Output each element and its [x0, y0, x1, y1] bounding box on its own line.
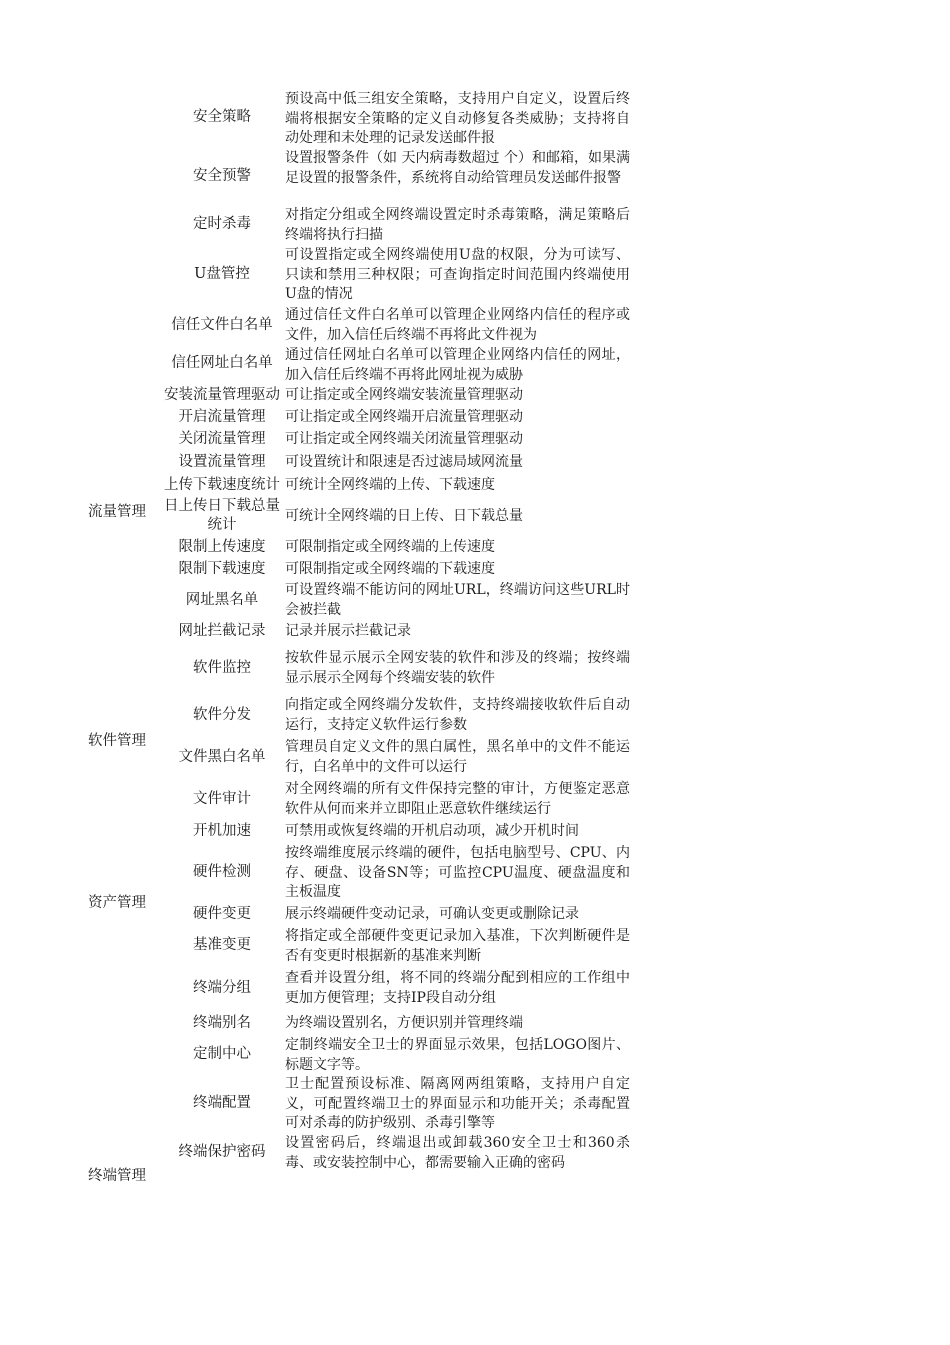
feature-description: 通过信任文件白名单可以管理企业网络内信任的程序或文件，加入信任后终端不再将此文件视为: [285, 307, 630, 343]
feature-name: 限制上传速度: [178, 539, 266, 555]
feature-name: 终端保护密码: [178, 1144, 266, 1160]
feature-name: 软件监控: [193, 660, 251, 676]
feature-description: 对指定分组或全网终端设置定时杀毒策略，满足策略后终端将执行扫描: [285, 207, 630, 243]
feature-description: 定制终端安全卫士的界面显示效果，包括LOGO图片、标题文字等。: [285, 1037, 630, 1073]
feature-description: 可设置指定或全网终端使用U盘的权限，分为可读写、只读和禁用三种权限；可查询指定时间范围内终端使用U盘的情况: [285, 247, 630, 303]
feature-description: 可禁用或恢复终端的开机启动项，减少开机时间: [285, 823, 579, 839]
feature-description: 将指定或全部硬件变更记录加入基准，下次判断硬件是否有变更时根据新的基准来判断: [285, 928, 630, 964]
feature-description: 向指定或全网终端分发软件，支持终端接收软件后自动运行，支持定义软件运行参数: [285, 697, 630, 733]
feature-description: 可统计全网终端的日上传、日下载总量: [285, 508, 523, 524]
feature-name: 定制中心: [193, 1046, 251, 1062]
feature-description: 为终端设置别名，方便识别并管理终端: [285, 1015, 523, 1031]
feature-name: 终端分组: [193, 980, 251, 996]
feature-name: 终端配置: [193, 1095, 251, 1111]
feature-description: 可设置终端不能访问的网址URL，终端访问这些URL时会被拦截: [285, 582, 630, 618]
feature-name: 信任文件白名单: [171, 317, 273, 333]
feature-name: 文件审计: [193, 791, 251, 807]
feature-name: 限制下载速度: [178, 561, 266, 577]
feature-name: 软件分发: [193, 707, 251, 723]
feature-name: 日上传日下载总量统计: [164, 498, 280, 533]
feature-description: 按软件显示展示全网安装的软件和涉及的终端；按终端显示展示全网每个终端安装的软件: [285, 650, 630, 686]
feature-description: 可统计全网终端的上传、下载速度: [285, 477, 495, 493]
feature-name: 开启流量管理: [178, 409, 266, 425]
feature-description: 可让指定或全网终端安装流量管理驱动: [285, 387, 523, 403]
feature-name: 上传下载速度统计: [164, 477, 280, 493]
feature-name: U盘管控: [194, 266, 250, 282]
feature-description: 记录并展示拦截记录: [285, 623, 411, 639]
feature-name: 开机加速: [193, 823, 251, 839]
feature-description: 可设置统计和限速是否过滤局域网流量: [285, 454, 523, 470]
feature-description: 可让指定或全网终端开启流量管理驱动: [285, 409, 523, 425]
feature-description: 查看并设置分组，将不同的终端分配到相应的工作组中更加方便管理；支持IP段自动分组: [285, 970, 630, 1006]
feature-name: 关闭流量管理: [178, 431, 266, 447]
feature-description: 通过信任网址白名单可以管理企业网络内信任的网址，加入信任后终端不再将此网址视为威胁: [285, 347, 630, 383]
feature-name: 设置流量管理: [178, 454, 266, 470]
feature-description: 展示终端硬件变动记录，可确认变更或删除记录: [285, 906, 579, 922]
feature-name: 硬件检测: [193, 864, 251, 880]
feature-name: 网址黑名单: [185, 592, 259, 608]
feature-name: 硬件变更: [193, 906, 251, 922]
feature-name: 安全策略: [193, 109, 251, 125]
feature-name: 网址拦截记录: [178, 623, 266, 639]
group-label-assets: 资产管理: [88, 895, 146, 911]
feature-name: 定时杀毒: [193, 216, 251, 232]
feature-description: 预设高中低三组安全策略，支持用户自定义，设置后终端将根据安全策略的定义自动修复各类威胁；支持将自动处理和未处理的记录发送邮件报: [285, 91, 630, 147]
feature-name: 信任网址白名单: [171, 355, 273, 371]
feature-name: 基准变更: [193, 937, 251, 953]
feature-name: 安全预警: [193, 168, 251, 184]
group-label-traffic: 流量管理: [88, 504, 146, 520]
feature-description: 可限制指定或全网终端的下载速度: [285, 561, 495, 577]
group-label-software: 软件管理: [88, 733, 146, 749]
feature-description: 可让指定或全网终端关闭流量管理驱动: [285, 431, 523, 447]
feature-description: 对全网终端的所有文件保持完整的审计，方便鉴定恶意软件从何而来并立即阻止恶意软件继续运行: [285, 781, 630, 817]
feature-name: 文件黑白名单: [178, 749, 266, 765]
feature-name: 终端别名: [193, 1015, 251, 1031]
feature-description: 设置报警条件（如 天内病毒数超过 个）和邮箱，如果满足设置的报警条件，系统将自动给管理员发送邮件报警: [285, 150, 630, 186]
feature-description: 可限制指定或全网终端的上传速度: [285, 539, 495, 555]
feature-description: 卫士配置预设标准、隔离网两组策略，支持用户自定义，可配置终端卫士的界面显示和功能开关；杀毒配置可对杀毒的防护级别、杀毒引擎等: [285, 1076, 630, 1132]
feature-description: 管理员自定义文件的黑白属性，黑名单中的文件不能运行，白名单中的文件可以运行: [285, 739, 630, 775]
group-label-terminal: 终端管理: [88, 1168, 146, 1184]
feature-description: 设置密码后，终端退出或卸载360安全卫士和360杀毒、或安装控制中心，都需要输入正确的密码: [285, 1135, 630, 1171]
feature-description: 按终端维度展示终端的硬件，包括电脑型号、CPU、内存、硬盘、设备SN等；可监控CPU温度、硬盘温度和主板温度: [285, 845, 630, 901]
feature-name: 安装流量管理驱动: [164, 387, 280, 403]
